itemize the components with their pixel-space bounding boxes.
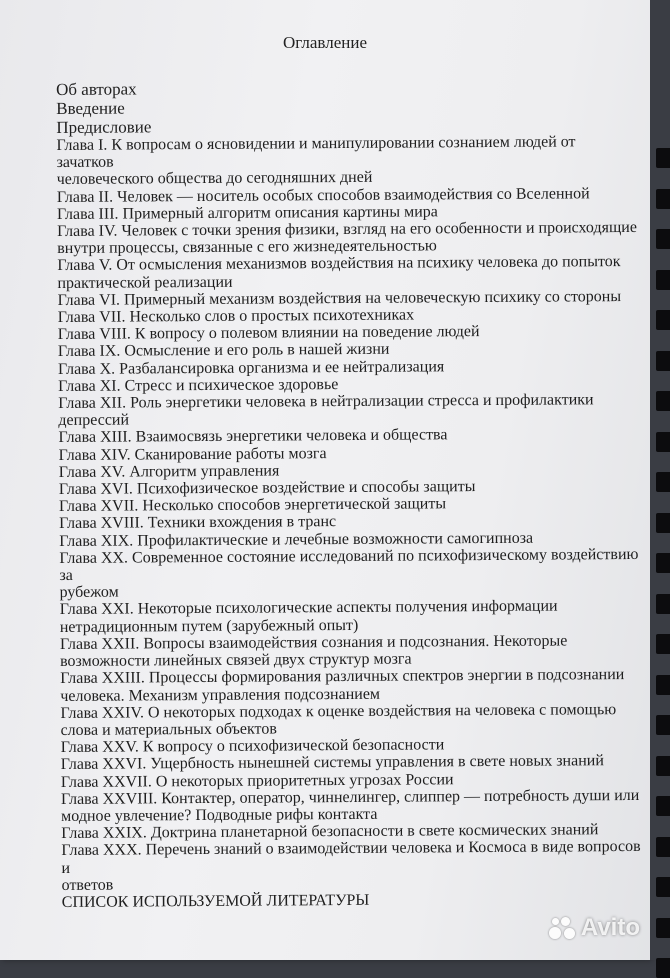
toc-entry-continuation: ответов — [61, 876, 114, 894]
toc-entry-title: Введение — [56, 98, 125, 118]
binding-ring — [656, 796, 670, 816]
toc-entry-title: Глава XXVI. Ущербность нынешней системы управления в свете новых знаний — [60, 752, 604, 774]
binding-ring — [656, 553, 670, 573]
binding-ring — [656, 351, 670, 371]
binding-ring — [656, 270, 670, 290]
toc-entry-continuation: депрессий — [58, 411, 130, 430]
binding-ring — [656, 472, 670, 492]
toc-entry-continuation: слова и материальных объектов — [60, 720, 277, 739]
toc-entry-title: Глава XI. Стресс и психическое здоровье — [58, 375, 339, 395]
toc-entry-continuation: рубежом — [59, 583, 119, 602]
binding-ring — [656, 229, 670, 249]
toc-entry-title: Глава XXVIII. Контактер, оператор, чиннелингер, слиппер — потребность души или — [60, 786, 640, 808]
binding-ring — [656, 432, 670, 452]
binding-ring — [656, 634, 670, 654]
toc-entry — [57, 253, 637, 291]
binding-ring — [656, 918, 670, 938]
toc-entry-title: Глава XIV. Сканирование работы мозга — [58, 444, 327, 464]
toc-entry — [60, 701, 640, 739]
toc-entry — [60, 597, 640, 635]
toc-entry-title: Глава V. От осмысления механизмов воздействия на психику человека до попыток — [57, 253, 621, 275]
binding-ring — [656, 958, 670, 978]
toc-entry — [62, 890, 642, 911]
toc-entry-title: Глава XXI. Некоторые психологические аспекты получения информации — [59, 597, 558, 619]
toc-entry-title: Глава II. Человек — носитель особых способов взаимодействия со Вселенной — [56, 184, 590, 206]
toc-entry — [60, 632, 640, 670]
toc-entry-continuation: нетрадиционным путем (зарубежный опыт) — [59, 616, 359, 636]
toc-entry-title: Об авторах — [56, 79, 137, 99]
binding-ring — [656, 877, 670, 897]
binding-ring — [656, 715, 670, 735]
toc-entry-title: СПИСОК ИСПОЛЬЗУЕМОЙ ЛИТЕРАТУРЫ — [61, 891, 370, 911]
toc-entry-title: Глава XII. Роль энергетики человека в нейтрализации стресса и профилактики — [58, 391, 594, 413]
binding-ring — [656, 513, 670, 533]
toc-entry-title: Глава IV. Человек с точки зрения физики, взгляд на его особенности и происходящие — [56, 218, 637, 241]
spiral-binding — [650, 0, 670, 960]
binding-ring — [656, 391, 670, 411]
toc-entry-continuation: человеческого общества до сегодняшних дней — [56, 169, 373, 189]
toc-entry-title: Глава VII. Несколько слов о простых психотехниках — [57, 306, 415, 327]
toc-entry-title: Глава XXII. Вопросы взаимодействия сознания и подсознания. Некоторые — [59, 632, 568, 653]
watermark-text: Avito — [580, 914, 640, 941]
toc-entry-continuation: модное увлечение? Подводные рифы контакта — [61, 805, 378, 825]
toc-entry-title: Глава XVIII. Техники вхождения в транс — [59, 513, 337, 533]
toc-entry — [57, 219, 637, 257]
toc-entry-title: Глава XXX. Перечень знаний о взаимодействии человека и Космоса в виде вопросов и — [61, 838, 641, 877]
toc-entry-title: Глава I. К вопросам о ясновидении и манипулировании сознанием людей от зачатков — [56, 133, 576, 172]
toc-entry-title: Глава XIX. Профилактические и лечебные возможности самогипноза — [59, 529, 534, 550]
toc-entry-title: Глава XV. Алгоритм управления — [58, 462, 280, 481]
binding-ring — [656, 594, 670, 614]
toc-entry — [60, 666, 640, 704]
toc-entry-title: Глава XXV. К вопросу о психофизической безопасности — [60, 736, 445, 757]
toc-entry-title: Глава XXIII. Процессы формирования различных спектров энергии в подсознании — [60, 666, 625, 688]
toc-entry — [59, 546, 639, 602]
toc-entry-title: Глава VI. Примерный механизм воздействия на человеческую психику со стороны — [57, 287, 622, 309]
toc-entry-title: Глава XXVII. О некоторых приоритетных угрозах России — [60, 770, 454, 791]
toc-entry — [58, 391, 638, 429]
toc-entry-title: Глава XVI. Психофизическое воздействие и способы защиты — [58, 478, 476, 499]
toc-entry-title: Глава XIII. Взаимосвязь энергетики человека и общества — [58, 426, 448, 447]
toc-entry-title: Глава IX. Осмысление и его роль в нашей жизни — [57, 341, 390, 361]
binding-ring — [656, 148, 670, 168]
toc-entry-continuation: возможности линейных связей двух структур мозга — [60, 650, 412, 671]
watermark — [549, 914, 640, 942]
binding-ring — [656, 837, 670, 857]
toc-entry — [56, 133, 636, 189]
toc-entry-title: Глава XXIX. Доктрина планетарной безопасности в свете космических знаний — [61, 821, 599, 843]
table-of-contents — [56, 76, 642, 911]
avito-dots-icon — [549, 915, 575, 941]
binding-ring — [656, 675, 670, 695]
toc-entry-title: Глава III. Примерный алгоритм описания картины мира — [56, 203, 438, 223]
toc-entry — [61, 838, 641, 894]
toc-entry-title: Глава VIII. К вопросу о полевом влиянии на поведение людей — [57, 323, 480, 344]
page-title: Оглавление — [283, 33, 367, 52]
toc-entry-title: Глава XVII. Несколько способов энергетической защиты — [58, 495, 447, 516]
toc-entry-continuation: внутри процессы, связанные с его жизнедеятельностью — [57, 237, 437, 258]
toc-entry — [61, 787, 641, 825]
toc-entry-title: Глава X. Разбалансировка организма и ее нейтрализация — [57, 357, 445, 378]
toc-entry-continuation: человека. Механизм управления подсознанием — [60, 685, 381, 705]
toc-entry-title: Глава XXIV. О некоторых подходах к оценке воздействия на человека с помощью — [60, 700, 617, 722]
toc-entry-title: Глава XX. Современное состояние исследований по психофизическому воздействию за — [59, 545, 639, 585]
binding-ring — [656, 189, 670, 209]
toc-entry-continuation: практической реализации — [57, 273, 233, 292]
binding-ring — [656, 310, 670, 330]
toc-entry-title: Предисловие — [56, 117, 152, 137]
binding-ring — [656, 756, 670, 776]
